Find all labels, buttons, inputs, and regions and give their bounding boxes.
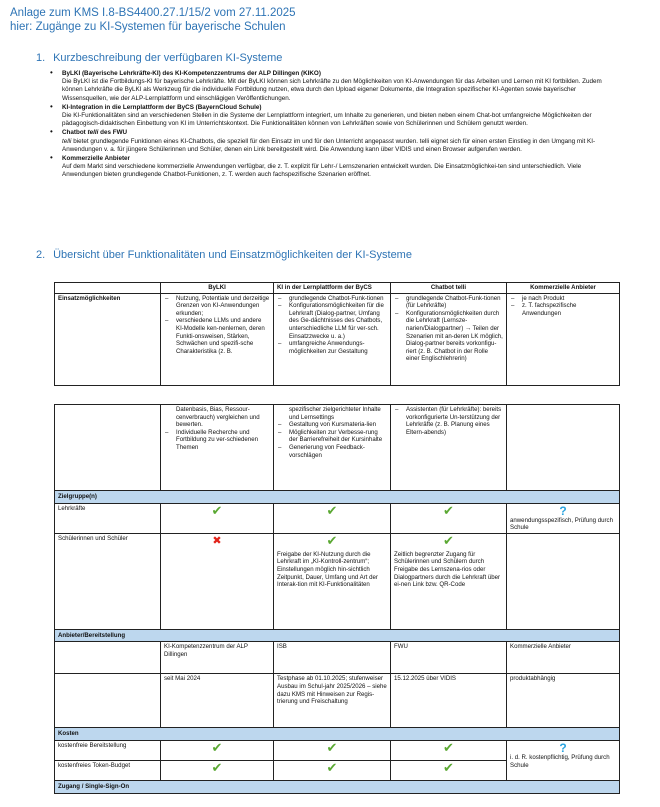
bullet-icon: • — [50, 153, 53, 163]
list-item-telli — [50, 127, 622, 154]
check-icon: ✔ — [161, 740, 274, 760]
cell-commercial — [507, 405, 620, 491]
item-text: Die ByLKI ist die Fortbildungs-KI für bayerische Lehrkräfte. Mit der ByLKI können sich Lehrkräfte zu den Möglichkeiten von KI-Anwendungen für das Arbeiten und Lernen mit KI fortbilden. Zudem können Lehrkräfte die ByLKI als Werkzeug für die individuelle Fortbildung nutzen, etwa durch den Upload eigener Dokumente, die Integration spezifischer KI-Agenten sowie bayerischer Wissensquellen, wie der ALP-Lernplattform und einschlägigen Veröffentlichungen. — [62, 78, 602, 102]
cell-telli: 15.12.2025 über VIDIS — [391, 674, 507, 728]
item-title: Chatbot telli des FWU — [62, 129, 128, 137]
table-row — [55, 740, 620, 760]
header-bycs: KI in der Lernplattform der ByCS — [274, 283, 391, 294]
section-1-title: Kurzbeschreibung der verfügbaren KI-Systeme — [53, 52, 283, 64]
cell-commercial: – je nach Produkt – z. T. fachspezifische Anwendungen — [507, 293, 620, 385]
bullet-icon: • — [50, 101, 53, 111]
check-icon: ✔ — [326, 532, 338, 548]
header-line-2: hier: Zugänge zu KI-Systemen für bayerische Schulen — [10, 21, 286, 33]
check-icon: ✔ — [391, 740, 507, 760]
cell-empty — [55, 405, 161, 491]
cell-bycs: – grundlegende Chatbot-Funk-tionen – Konfigurationsmöglichkeiten für die Lehrkraft (Dialog-partner, Umfang des Ge-dächtnisses des Chatbots, unterschiedliche LLM für ver-sch. Einsatzzwecke u. a.) – umfangreiche Anwendungs-möglichkeiten zur Gestaltung — [274, 293, 391, 385]
table-row — [55, 503, 620, 533]
item-title: Kommerzielle Anbieter — [62, 155, 131, 163]
cell-commercial: produktabhängig — [507, 674, 620, 728]
document-header — [10, 6, 296, 34]
row-label: Einsatzmöglichkeiten — [55, 293, 161, 385]
row-label: Schülerinnen und Schüler — [55, 533, 161, 629]
item-text: Die KI-Funktionalitäten sind an verschiedenen Stellen in die Systeme der Lernplattform integriert, um Inhalte zu generieren, und bieten neben einem Chat-bot umfangreiche Möglichkeiten der pädagogisch-didaktischen Einbettung von KI im Unterrichtskontext. Die Funktionalitäten können von Lehrkräften sowie von Schülerinnen und Schülern genutzt werden. — [62, 112, 592, 128]
section-row-kosten: Kosten — [55, 728, 620, 741]
cell-text: Zeitlich begrenzter Zugang für Schülerinnen und Schülern durch Freigabe des Lernszena-rios oder Dialogpartners durch die Lehrkraft über ei-nen Link bzw. QR-Code — [394, 550, 501, 589]
check-icon: ✔ — [391, 503, 507, 533]
check-icon: ✔ — [391, 760, 507, 780]
cell-text: anwendungsspezifisch, Prüfung durch Schule — [510, 516, 613, 532]
cell-text: i. d. R. kostenpflichtig, Prüfung durch Schule — [510, 753, 610, 769]
check-icon: ✔ — [443, 532, 454, 548]
header-commercial: Kommerzielle Anbieter — [507, 283, 620, 294]
bullet-icon: • — [50, 68, 53, 77]
cell-commercial — [507, 503, 620, 533]
check-icon: ✔ — [161, 760, 274, 780]
cell-bylki: – Nutzung, Potentiale und derzeitige Grenzen von KI-Anwendungen erkunden; – verschiedene LLMs und andere KI-Modelle ken-nenlernen, deren Funkti-onsweisen, Stärken, Schwächen und spezifi-sche Charakteristika (z. B. — [161, 293, 274, 385]
cell-telli: – grundlegende Chatbot-Funk-tionen (für Lehrkräfte) – Konfigurationsmöglichkeiten durch die Lehrkraft (Lernsze-narien/Dialogpartner) → Teilen der Szenarien mit an-deren LK möglich, Dialog-partner bereits vorkonfigu-riert (z. B. Chatbot in der Rolle einer Englischlehrerin) — [391, 293, 507, 385]
section-2-title: Übersicht über Funktionalitäten und Einsatzmöglichkeiten der KI-Systeme — [53, 249, 412, 261]
section-row-zielgruppe: Zielgruppe(n) — [55, 491, 620, 504]
row-label: kostenfreie Bereitstellung — [55, 740, 161, 760]
section-2-heading — [36, 249, 412, 261]
cell-telli — [391, 533, 507, 629]
overview-table-part-2 — [54, 404, 620, 794]
section-2-number: 2. — [36, 249, 46, 261]
header-bylki: ByLKI — [161, 283, 274, 294]
cell-empty — [55, 674, 161, 728]
cell-bylki: Datenbasis, Bias, Ressour-cenverbrauch) vergleichen und bewerten. – Individuelle Recherche und Fortbildung zu ver-schiedenen Themen — [161, 405, 274, 491]
row-label: Lehrkräfte — [55, 503, 161, 533]
list-item-bylki — [50, 68, 622, 103]
cell-text: Freigabe der KI-Nutzung durch die Lehrkraft im „KI-Kontroll-zentrum“; Einstellungen möglich hin-sichtlich Zeitpunkt, Dauer, Umfang und Art der Interak-tion mit KI-Funktionalitäten — [277, 550, 378, 589]
header-line-1: Anlage zum KMS I.8-BS4400.27.1/15/2 vom 27.11.2025 — [10, 7, 296, 19]
cell-bycs: Testphase ab 01.10.2025; stufenweiser Ausbau im Schul-jahr 2025/2026 – siehe dazu KMS mit Hinweisen zur Regis-trierung und Freischaltung — [274, 674, 391, 728]
cell-bycs: ISB — [274, 642, 391, 674]
system-list — [50, 68, 622, 181]
section-1-heading — [36, 52, 282, 64]
list-item-bycs — [50, 101, 622, 129]
question-icon: ? — [559, 503, 567, 518]
section-row-zugang: Zugang / Single-Sign-On — [55, 780, 620, 793]
check-icon: ✔ — [274, 503, 391, 533]
item-title: KI-Integration in die Lernplattform der ByCS (BayernCloud Schule) — [62, 103, 262, 111]
item-title: ByLKI (Bayerische Lehrkräfte-KI) des KI-Kompetenzzentrums der ALP Dillingen (KIKO) — [62, 70, 321, 77]
header-telli: Chatbot telli — [391, 283, 507, 294]
item-text: telli bietet grundlegende Funktionen eines KI-Chatbots, die speziell für den Einsatz im und für den Unterricht angepasst wurden. telli eignet sich für einen ersten Einstieg in den Umgang mit KI-Anwendungen v. a. für jüngere Schülerinnen und Schüler, denen ein Link bereitgestellt wird. Die Anwendung kann über VIDIS und einen Browser aufgerufen werden. — [62, 137, 596, 153]
list-item-commercial — [50, 153, 622, 180]
cell-bylki: KI-Kompetenzzentrum der ALP Dillingen — [161, 642, 274, 674]
cell-telli: FWU — [391, 642, 507, 674]
question-icon: ? — [559, 740, 567, 755]
cell-bylki: seit Mai 2024 — [161, 674, 274, 728]
cell-commercial: Kommerzielle Anbieter — [507, 642, 620, 674]
cell-empty — [55, 642, 161, 674]
table-row — [55, 533, 620, 629]
table-row — [55, 674, 620, 728]
cell-commercial — [507, 533, 620, 629]
table-row — [55, 405, 620, 491]
cell-bycs — [274, 533, 391, 629]
check-icon: ✔ — [161, 503, 274, 533]
item-text: Auf dem Markt sind verschiedene kommerzielle Anwendungen verfügbar, die z. T. explizit für Lehr-/ Lernszenarien entwickelt wurden. Die Einsatzmöglichkei-ten sind unterschiedlich. Viele Anwendungen bieten grundlegende Chatbot-Funktionen, z. T. werden auch fachspezifische Szenarien eröffnet. — [62, 163, 582, 179]
row-label: kostenfreies Token-Budget — [55, 760, 161, 780]
header-empty — [55, 283, 161, 294]
check-icon: ✔ — [274, 760, 391, 780]
cross-icon: ✖ — [161, 533, 274, 629]
cell-telli: – Assistenten (für Lehrkräfte): bereits vorkonfigurierte Un-terstützung der Lehrkräfte (z. B. Planung eines Eltern-abends) — [391, 405, 507, 491]
cell-commercial — [507, 740, 620, 780]
overview-table-part-1 — [54, 282, 620, 386]
check-icon: ✔ — [274, 740, 391, 760]
table-row — [55, 642, 620, 674]
section-1-number: 1. — [36, 52, 46, 64]
table-header-row — [55, 283, 620, 294]
cell-bycs: spezifischer zielgerichteter Inhalte und Lernsettings – Gestaltung von Kursmateria-lien – Möglichkeiten zur Verbesse-rung der Barrierefreiheit der Kursinhalte – Generierung von Feedback-vorschlägen — [274, 405, 391, 491]
section-row-anbieter: Anbieter/Bereitstellung — [55, 629, 620, 642]
bullet-icon: • — [50, 127, 53, 137]
table-row — [55, 293, 620, 385]
